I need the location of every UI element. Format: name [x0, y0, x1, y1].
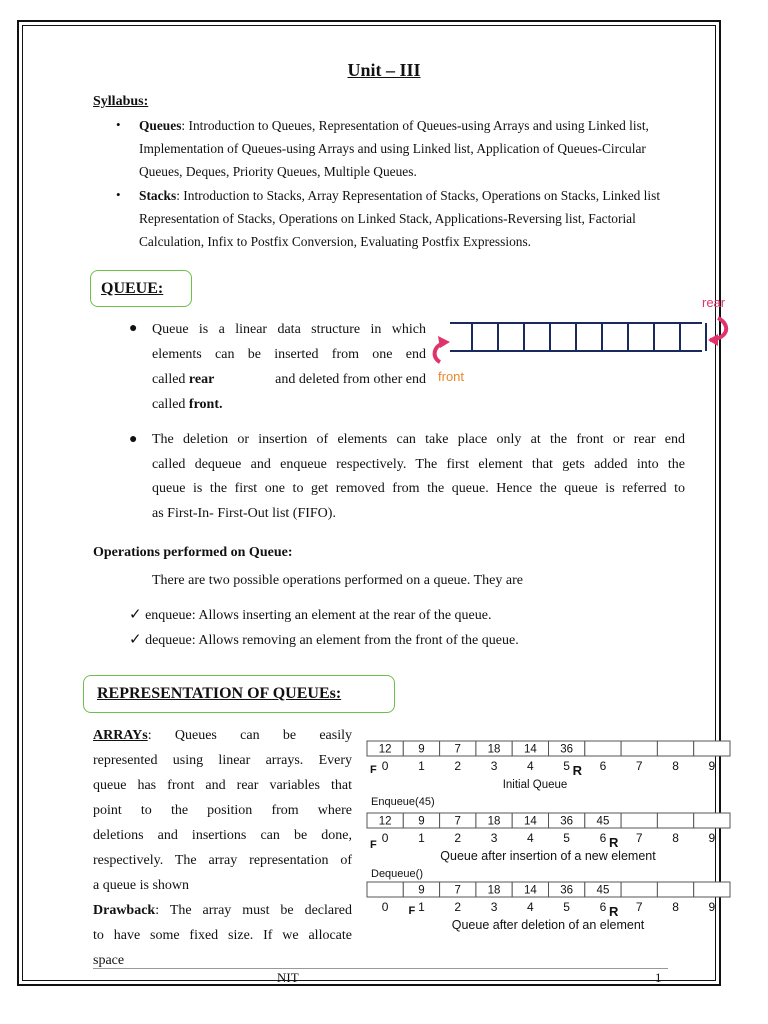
- queue-heading: QUEUE:: [101, 280, 164, 297]
- array-index-label: 8: [672, 831, 679, 845]
- array-index-label: 0: [381, 831, 389, 845]
- array-index-label: 6: [599, 759, 607, 773]
- array-index-label: 0: [381, 900, 389, 914]
- array-index-label: 4: [527, 759, 534, 773]
- array-index-label: 7: [635, 831, 643, 845]
- array-index-label: 8: [672, 759, 679, 773]
- array-row-caption: Initial Queue: [502, 779, 568, 791]
- check-icon: ✓: [129, 631, 142, 648]
- array-cell: [585, 741, 621, 756]
- drawback-term: Drawback: [93, 903, 156, 918]
- array-cell-value: 14: [523, 743, 537, 756]
- operations-heading: Operations performed on Queue:: [93, 545, 293, 560]
- fifo-line-1: The deletion or insertion of elements can take place only at the front or rear end: [152, 432, 685, 447]
- array-cell-value: 12: [378, 743, 392, 756]
- operation-dequeue-text: dequeue: Allows removing an element from the front of the queue.: [145, 633, 519, 648]
- array-figure-rows: [367, 741, 730, 932]
- front-marker: F: [408, 905, 416, 917]
- operation-dequeue: [129, 630, 519, 649]
- arrays-paragraph: [93, 723, 352, 973]
- array-index-label: 8: [672, 900, 679, 914]
- array-cell-value: 18: [487, 743, 501, 756]
- array-index-label: 1: [418, 831, 425, 845]
- syllabus-queues-line-1: : Introduction to Queues, Representation of Queues-using Arrays and using Linked list,: [181, 118, 649, 133]
- array-cell: [621, 741, 657, 756]
- array-index-label: 2: [454, 900, 462, 914]
- syllabus-stacks-line-2: Representation of Stacks, Operations on Linked Stack, Applications-Reversing list, Factorial: [139, 211, 636, 226]
- array-cell-value: 9: [418, 815, 425, 828]
- array-cell-value: 45: [596, 884, 610, 897]
- rear-arrowhead: [708, 334, 718, 346]
- array-index-label: 4: [527, 900, 534, 914]
- array-index-label: 7: [635, 759, 643, 773]
- queue-bullet-2-dot: ●: [129, 432, 138, 447]
- array-index-label: 3: [490, 759, 498, 773]
- array-index-label: 9: [708, 759, 716, 773]
- array-cell: [657, 813, 693, 828]
- arrays-line-7: a queue is shown: [93, 878, 190, 893]
- syllabus-item-queues: [139, 114, 696, 183]
- drawback-line-1: [93, 898, 352, 923]
- footer-text: NIT: [277, 970, 299, 985]
- array-cell-value: 7: [454, 815, 461, 828]
- array-cell-value: 45: [596, 815, 610, 828]
- array-cell-value: 9: [418, 884, 425, 897]
- array-row-label: Dequeue(): [371, 868, 423, 880]
- array-row-label: Enqueue(45): [371, 796, 435, 808]
- array-cell-value: 36: [560, 743, 574, 756]
- queue-diagram-cells: [472, 323, 706, 351]
- arrays-line-4: point to the position from where: [93, 803, 352, 818]
- arrays-term: ARRAYs: [93, 728, 148, 743]
- queue-rear-label: rear: [702, 295, 726, 310]
- queue-def-deleted: and deleted from other end: [275, 372, 426, 387]
- array-index-label: 0: [381, 759, 389, 773]
- syllabus-heading: Syllabus:: [93, 94, 149, 109]
- array-cell-value: 7: [454, 884, 461, 897]
- rear-marker: R: [608, 835, 619, 850]
- queue-fifo-paragraph: [152, 428, 685, 526]
- representation-heading: REPRESENTATION OF QUEUEs:: [97, 685, 342, 702]
- syllabus-item-stacks: [139, 184, 696, 253]
- drawback-line-2: to have some fixed size. If we allocate: [93, 928, 352, 943]
- drawback-line-1-text: : The array must be declared: [155, 903, 352, 918]
- rear-arrow: [710, 318, 726, 340]
- queue-def-rear: rear: [188, 372, 215, 387]
- array-cell: [694, 813, 730, 828]
- array-cell-value: 9: [418, 743, 425, 756]
- check-icon: ✓: [129, 606, 142, 623]
- syllabus-queues-line-2: Implementation of Queues-using Arrays and using Linked list, Application of Queues-Circular: [139, 141, 646, 156]
- array-index-label: 5: [563, 759, 570, 773]
- syllabus-stacks-line-1: : Introduction to Stacks, Array Representation of Stacks, Operations on Stacks, Linked list: [176, 188, 661, 203]
- rear-marker: R: [572, 763, 583, 778]
- operations-intro: There are two possible operations performed on a queue. They are: [152, 573, 523, 588]
- page-number: 1: [655, 970, 662, 985]
- array-cell: [621, 882, 657, 897]
- fifo-line-3: queue is the first one to get removed from the queue. Hence the queue is referred to: [152, 481, 685, 496]
- array-index-label: 2: [454, 759, 462, 773]
- arrays-line-1-text: : Queues can be easily: [147, 728, 352, 743]
- array-cell-value: 7: [454, 743, 461, 756]
- array-cell-value: 18: [487, 884, 501, 897]
- queue-definition: [152, 317, 426, 417]
- drawback-line-3: space: [93, 953, 125, 968]
- syllabus-stacks-line-3: Calculation, Infix to Postfix Conversion, Evaluating Postfix Expressions.: [139, 234, 532, 249]
- array-index-label: 9: [708, 831, 716, 845]
- queue-def-line-1: Queue is a linear data structure in which: [152, 322, 426, 337]
- syllabus-bullet-2: •: [116, 187, 121, 202]
- queue-def-called: called: [152, 372, 189, 387]
- array-cell-value: 14: [523, 815, 537, 828]
- array-index-label: 3: [490, 831, 498, 845]
- array-queue-figure: [363, 735, 733, 940]
- front-marker: F: [370, 839, 377, 851]
- operation-enqueue: [129, 605, 491, 624]
- array-index-label: 7: [635, 900, 643, 914]
- array-index-label: 3: [490, 900, 498, 914]
- syllabus-term-stacks: Stacks: [139, 188, 177, 203]
- arrays-line-3: queue has front and rear variables that: [93, 778, 352, 793]
- fifo-line-4: as First-In- First-Out list (FIFO).: [152, 505, 336, 521]
- syllabus-term-queues: Queues: [139, 118, 182, 133]
- array-index-label: 1: [418, 759, 425, 773]
- array-index-label: 6: [599, 831, 607, 845]
- syllabus-bullet-1: •: [116, 117, 121, 132]
- array-cell-value: 12: [378, 815, 392, 828]
- queue-def-line-3: [152, 367, 426, 392]
- arrays-line-5: deletions and insertions can be done,: [93, 828, 352, 843]
- queue-def-line-4: [152, 392, 426, 417]
- page-title: Unit – III: [347, 60, 421, 80]
- array-index-label: 9: [708, 900, 716, 914]
- footer-divider: [93, 968, 668, 970]
- array-cell-value: 36: [560, 884, 574, 897]
- queue-def-called-2: called: [152, 397, 189, 412]
- array-cell: [621, 813, 657, 828]
- arrays-line-1: [93, 723, 352, 748]
- array-cell: [367, 882, 403, 897]
- array-index-label: 1: [418, 900, 425, 914]
- array-row-caption: Queue after insertion of a new element: [440, 849, 656, 863]
- array-cell-value: 36: [560, 815, 574, 828]
- array-index-label: 2: [454, 831, 462, 845]
- fifo-line-2: called dequeue and enqueue respectively. The first element that gets added into the: [152, 456, 685, 472]
- queue-def-front: front.: [188, 397, 223, 412]
- front-marker: F: [370, 764, 377, 776]
- array-cell: [657, 741, 693, 756]
- array-index-label: 4: [527, 831, 534, 845]
- queue-front-label: front: [438, 369, 465, 384]
- rear-marker: R: [608, 904, 619, 919]
- array-cell-value: 14: [523, 884, 537, 897]
- array-cell: [657, 882, 693, 897]
- array-row-caption: Queue after deletion of an element: [451, 918, 645, 932]
- arrays-line-2: represented using linear arrays. Every: [93, 753, 352, 768]
- array-cell-value: 18: [487, 815, 501, 828]
- queue-diagram: [430, 290, 730, 390]
- queue-bullet-1-dot: ●: [129, 321, 138, 336]
- array-index-label: 5: [563, 900, 570, 914]
- operation-enqueue-text: enqueue: Allows inserting an element at the rear of the queue.: [145, 608, 492, 623]
- front-arrowhead: [438, 336, 450, 348]
- array-cell: [694, 741, 730, 756]
- array-index-label: 6: [599, 900, 607, 914]
- array-cell: [694, 882, 730, 897]
- array-index-label: 5: [563, 831, 570, 845]
- queue-def-line-2: elements can be inserted from one end: [152, 347, 426, 362]
- syllabus-queues-line-3: Queues, Deques, Priority Queues, Multiple Queues.: [139, 164, 417, 179]
- arrays-line-6: respectively. The array representation of: [93, 853, 352, 868]
